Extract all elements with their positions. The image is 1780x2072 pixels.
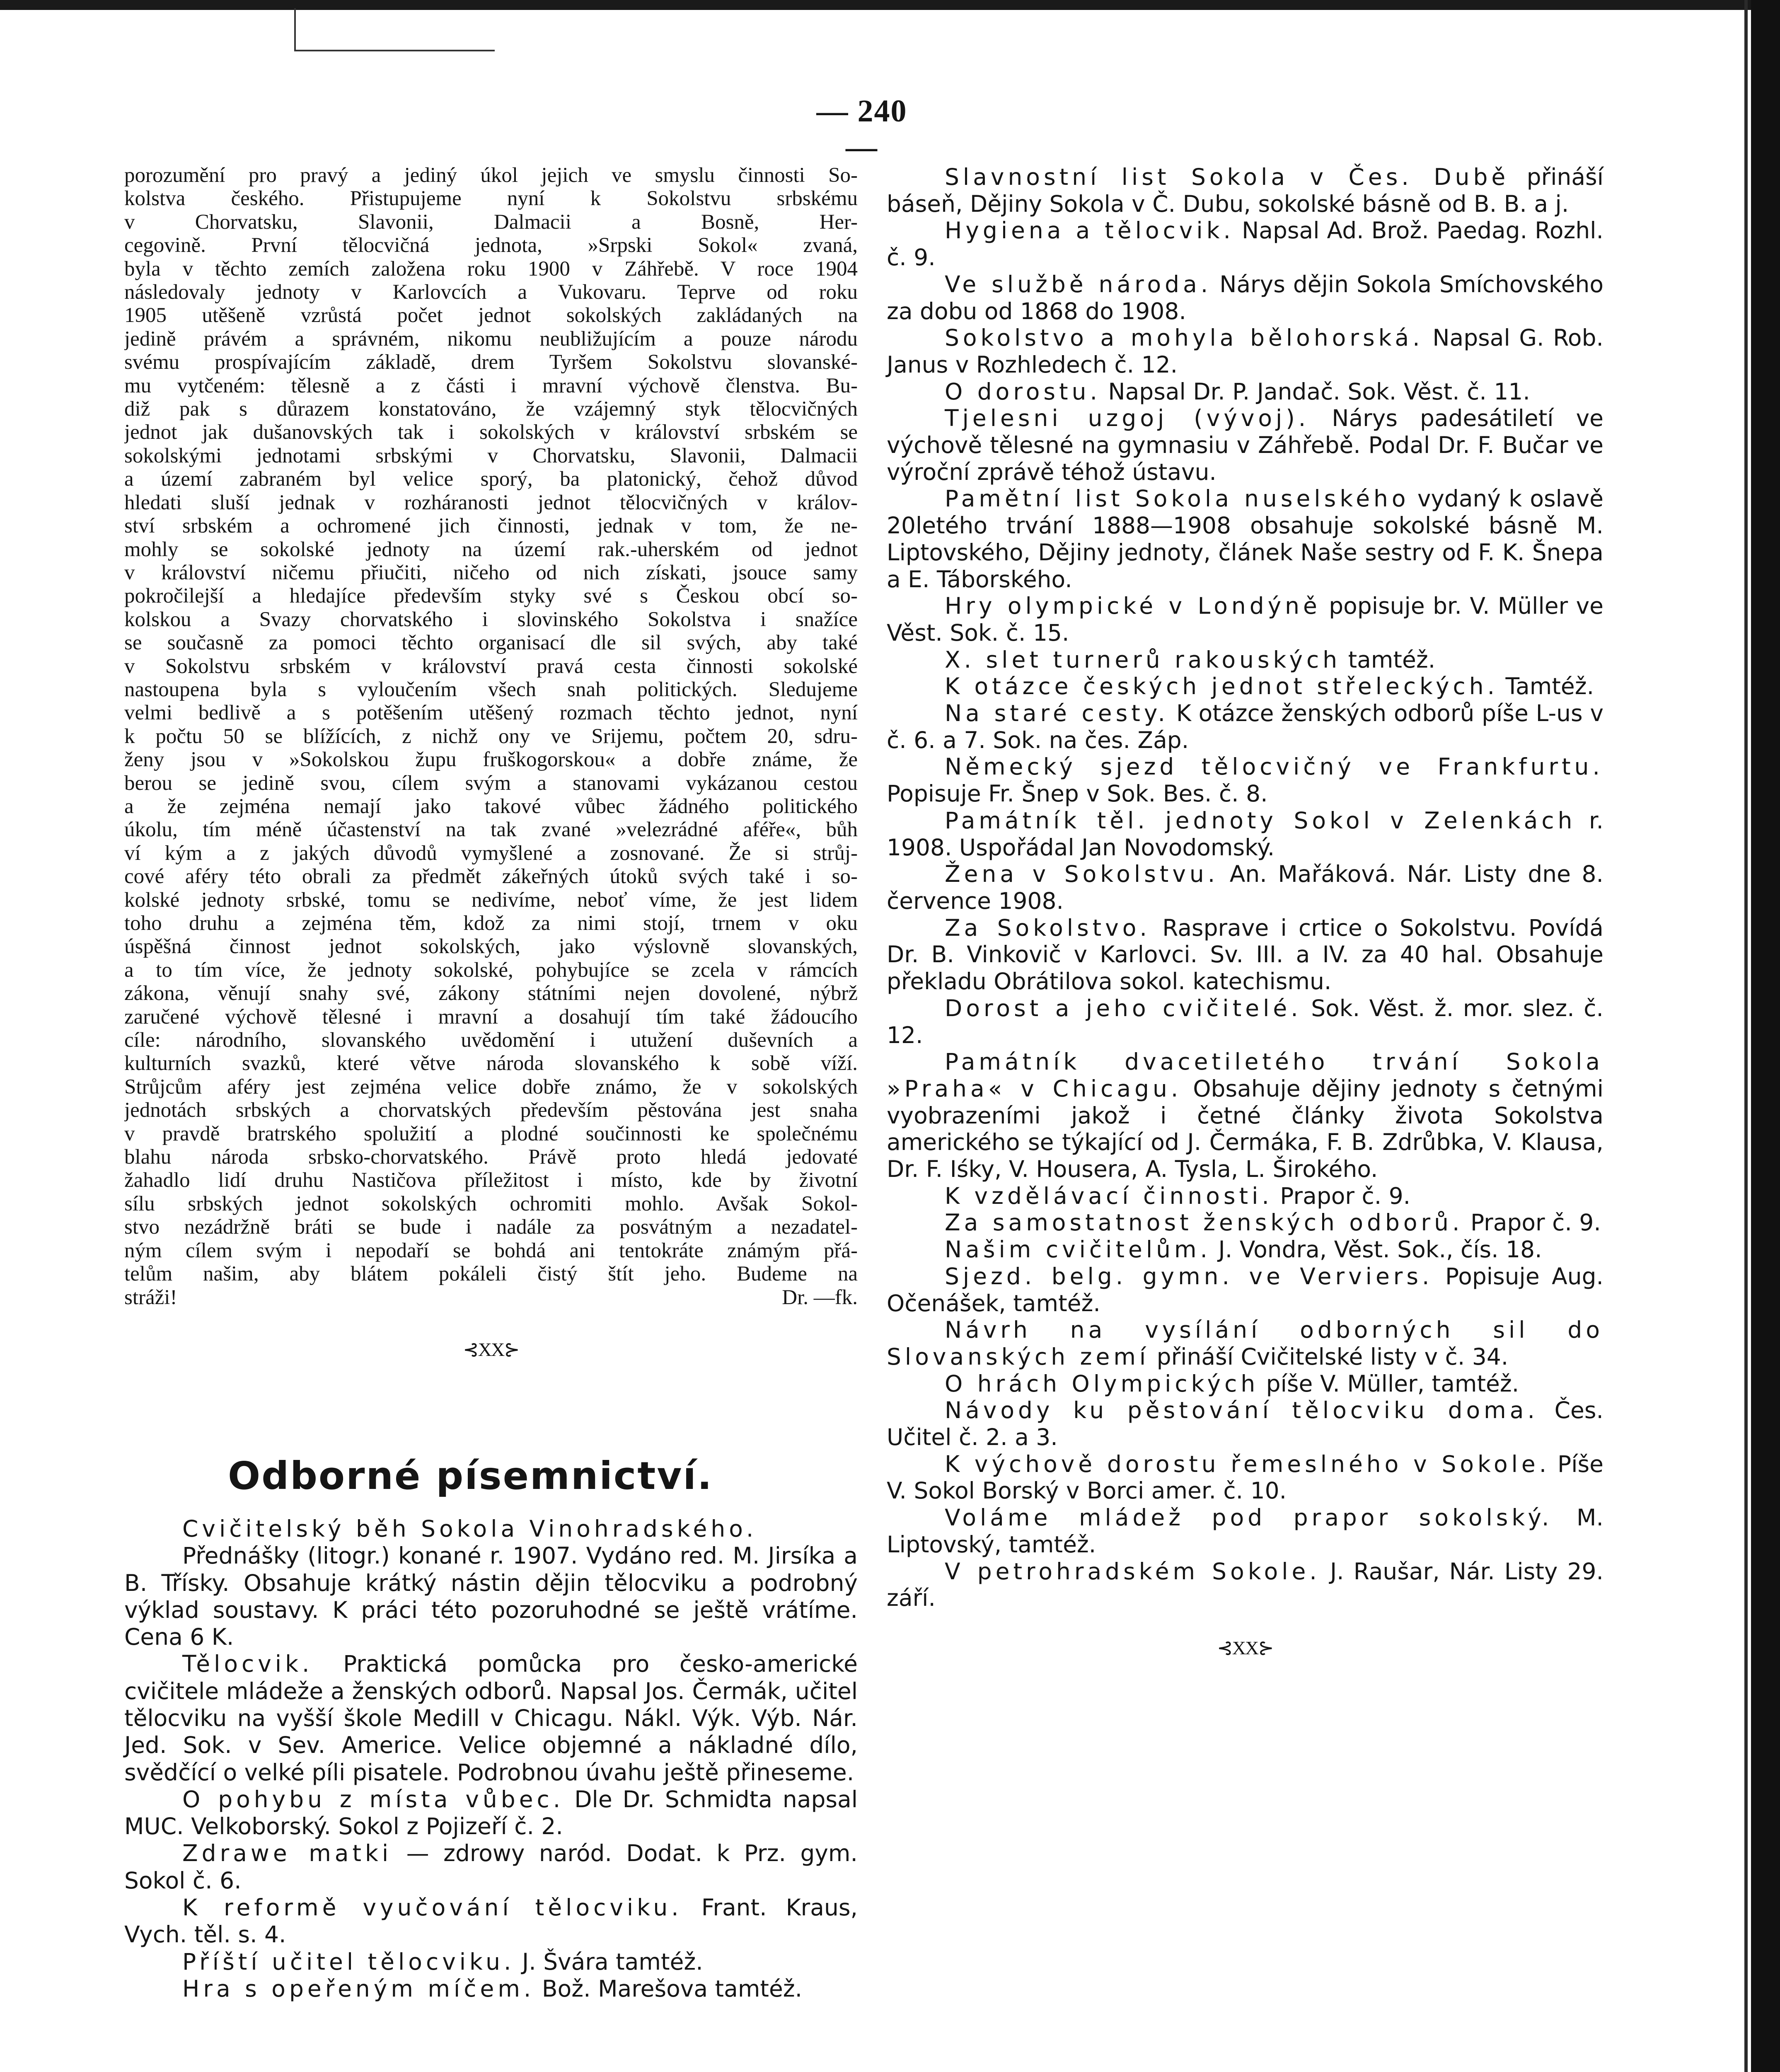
literature-entry	[124, 1975, 858, 2002]
entry-title: Voláme mládež pod prapor sokolský.	[945, 1504, 1553, 1531]
body-line: a území zabraném byl velice sporý, ba platonický, čehož důvod	[124, 467, 858, 491]
right-column	[887, 164, 1603, 1659]
literature-entry	[887, 1397, 1603, 1450]
page-number: — 240 —	[816, 94, 907, 165]
body-line: jednot jak dušanovských tak i sokolských v království srbském se	[124, 421, 858, 444]
entry-title: Příští učitel tělocviku.	[182, 1948, 515, 1975]
entry-text: Obsahuje dějiny jednoty s četnými vyobrazeními jakož i četné články života Sokolstva amerického se týkající od J. Čermáka, F. B. Zdrůbka, V. Klausa, Dr. F. Iśky, V. Housera, A. Tysla, L. Širokého.	[887, 1075, 1603, 1183]
literature-entry	[887, 753, 1603, 807]
body-line: cíle: národního, slovanského uvědomění i utužení duševních a	[124, 1029, 858, 1052]
entry-text: An. Mařáková. Nár. Listy dne 8. července 1908.	[887, 861, 1603, 914]
entry-text: Prapor č. 9.	[1463, 1209, 1601, 1236]
body-line: úkolu, tím méně účastenství na tak zvané »velezrádné aféře«, bůh	[124, 818, 858, 842]
author-signature: Dr. —fk.	[782, 1285, 858, 1309]
body-line: blahu národa srbsko-chorvatského. Právě proto hledá jedovaté	[124, 1145, 858, 1169]
body-line: diž pak s důrazem konstatováno, že vzájemný styk tělocvičných	[124, 397, 858, 421]
entry-text: Rasprave i crtice o Sokolstvu. Povídá Dr. B. Vinkovič v Karlovci. Sv. III. a IV. za 40 hal. Obsahuje překladu Obrátilova sokol. katechismu.	[887, 914, 1603, 995]
entry-text: Tamtéž.	[1498, 673, 1594, 700]
entry-title: Návrh na vysílání odborných sil do Slovanských zemí	[887, 1317, 1603, 1370]
entry-title: Sjezd. belg. gymn. ve Verviers.	[945, 1263, 1433, 1290]
entry-text: Sok. Věst. ž. mor. slez. č. 12.	[887, 995, 1603, 1048]
article-body	[124, 164, 858, 1286]
entry-title: Sokolstvo a mohyla bělohorská.	[945, 324, 1424, 351]
entry-title: Tjelesni uzgoj (vývoj).	[945, 405, 1310, 432]
literature-entry	[887, 861, 1603, 914]
entry-title: Památník těl. jednoty Sokol v Zelenkách	[945, 807, 1576, 834]
article-closing-line	[124, 1286, 858, 1309]
literature-entry	[124, 1840, 858, 1894]
literature-entry	[124, 1651, 858, 1786]
entry-title: Památník dvacetiletého trvání Sokola »Praha« v Chicagu.	[887, 1048, 1603, 1102]
entry-title: K reformě vyučování tělocviku.	[182, 1894, 682, 1921]
entry-title: K vzdělávací činnosti.	[945, 1182, 1273, 1209]
literature-entry	[124, 1515, 858, 1542]
entry-title: V petrohradském Sokole.	[945, 1558, 1320, 1585]
body-line: v Sokolstvu srbském v království pravá cesta činnosti sokolské	[124, 654, 858, 678]
body-line: cové aféry této obrali za předmět zákeřných útoků svých také i so-	[124, 865, 858, 888]
entry-title: Slavnostní list Sokola v Čes. Dubě	[945, 164, 1509, 190]
body-line: kolskou a Svazy chorvatského i slovinského Sokolstva i snažíce	[124, 608, 858, 631]
scan-right-line	[1744, 0, 1748, 2072]
literature-entry	[887, 217, 1603, 271]
entry-text: popisuje br. V. Müller ve Věst. Sok. č. 15.	[887, 593, 1603, 646]
body-line: mohly se sokolské jednoty na území rak.-uherském od jednot	[124, 537, 858, 561]
body-line: ným cílem svým i nepodaří se bohdá ani tentokráte známým přá-	[124, 1239, 858, 1262]
entry-title: Zdrawe matki	[182, 1840, 392, 1867]
entry-text: Napsal G. Rob. Janus v Rozhledech č. 12.	[887, 324, 1603, 378]
literature-entry	[887, 807, 1603, 861]
entry-text: Přednášky (litogr.) konané r. 1907. Vydáno red. M. Jirsíka a B. Třísky. Obsahuje krátký nástin dějin tělocviku a podrobný výklad soustavy. K práci této pozoruhodné se ještě vrátíme. Cena 6 K.	[124, 1542, 858, 1651]
entry-title: O dorostu.	[945, 378, 1101, 405]
body-line: jedině právém a správném, nikomu neubližujícím a pouze národu	[124, 327, 858, 351]
literature-entry	[887, 1370, 1603, 1397]
entry-text: — zdrowy naród. Dodat. k Prz. gym. Sokol č. 6.	[124, 1840, 858, 1894]
body-line: stvo nezádržně bráti se bude i nadále za posvátným a nezadatel-	[124, 1215, 858, 1239]
literature-entry	[887, 1504, 1603, 1558]
entry-title: Německý sjezd tělocvičný ve Frankfurtu.	[945, 753, 1603, 780]
literature-entry	[124, 1949, 858, 1975]
literature-list-right	[887, 164, 1603, 1612]
entry-text: Praktická pomůcka pro česko-americké cvičitele mládeže a ženských odborů. Napsal Jos. Čermák, učitel tělocviku na vyšší škole Medill v Chicagu. Nákl. Výk. Výb. Nár. Jed. Sok. v Sev. Americe. Velice objemné a nákladné dílo, svědčící o velké píli pisatele. Podrobnou úvahu ještě přineseme.	[124, 1651, 858, 1786]
literature-entry	[887, 995, 1603, 1048]
entry-title: Návody ku pěstování tělocviku doma.	[945, 1397, 1538, 1424]
body-line: toho druhu a zejména těm, kdož za nimi stojí, trnem v oku	[124, 912, 858, 935]
scan-corner-mark	[294, 8, 495, 51]
entry-text: K otázce ženských odborů píše L-us v č. 6. a 7. Sok. na čes. Záp.	[887, 700, 1603, 753]
body-line: byla v těchto zemích založena roku 1900 v Záhřebě. V roce 1904	[124, 257, 858, 281]
literature-entry	[887, 1451, 1603, 1504]
entry-text: r. 1908. Uspořádal Jan Novodomský.	[887, 807, 1604, 861]
entry-title: Tělocvik.	[182, 1651, 313, 1677]
entry-title: X. slet turnerů rakouských	[945, 646, 1341, 673]
body-line: následovaly jednoty v Karlovcích a Vukovaru. Teprve od roku	[124, 281, 858, 304]
body-line: a že zejména nemají jako takové vůbec žádného politického	[124, 794, 858, 818]
body-line: kulturních svazků, které větve národa slovanského k sobě víží.	[124, 1052, 858, 1075]
entry-text: přináší Cvičitelské listy v č. 34.	[1149, 1343, 1509, 1370]
literature-entry	[887, 1263, 1603, 1317]
entry-text: Čes. Učitel č. 2. a 3.	[887, 1397, 1603, 1451]
entry-text: tamtéž.	[1341, 646, 1436, 673]
entry-text: Nárys padesátiletí ve výchově tělesné na gymnasiu v Záhřebě. Podal Dr. F. Bučar ve výroční zprávě téhož ústavu.	[887, 405, 1603, 485]
literature-entry	[887, 164, 1603, 217]
scan-top-edge	[0, 0, 1780, 10]
entry-title: Pamětní list Sokola nuselského	[945, 485, 1410, 512]
entry-text: J. Vondra, Věst. Sok., čís. 18.	[1211, 1236, 1542, 1263]
body-line: žahadlo lidí druhu Nastičova příležitost i místo, kde by životní	[124, 1169, 858, 1192]
body-line: cegovině. První tělocvičná jednota, »Srpski Sokol« zvaná,	[124, 234, 858, 257]
literature-entry	[887, 1317, 1603, 1370]
body-line: a to tím více, že jednoty sokolské, pohybujíce se zcela v rámcích	[124, 958, 858, 982]
entry-text: Prapor č. 9.	[1272, 1182, 1411, 1209]
entry-text: vydaný k oslavě 20letého trvání 1888—1908 obsahuje sokolské básně M. Liptovského, Dějiny jednoty, článek Naše sestry od F. K. Šnepa a E. Táborského.	[887, 485, 1603, 593]
scan-right-edge	[1751, 0, 1780, 2072]
literature-entry	[887, 700, 1603, 753]
body-line: zákona, věnují snahy své, zákony státními nejen dovolené, nýbrž	[124, 982, 858, 1005]
entry-text: Popisuje Aug. Očenášek, tamtéž.	[887, 1263, 1603, 1317]
entry-text: J. Švára tamtéž.	[515, 1948, 703, 1975]
left-column	[124, 164, 858, 2002]
body-line: kolské jednoty srbské, tomu se nedivíme, neboť víme, že jest lidem	[124, 888, 858, 912]
literature-entry	[887, 1236, 1603, 1263]
entry-text: Napsal Dr. P. Jandač. Sok. Věst. č. 11.	[1100, 378, 1530, 405]
literature-entry	[124, 1786, 858, 1840]
literature-entry	[124, 1894, 858, 1949]
entry-title: Žena v Sokolstvu.	[945, 861, 1219, 888]
body-line: se současně za pomoci těchto organisací dle sil svých, aby také	[124, 631, 858, 655]
entry-title: Cvičitelský běh Sokola Vinohradského.	[182, 1515, 757, 1542]
entry-title: O pohybu z místa vůbec.	[182, 1786, 564, 1813]
body-line: velmi bedlivě a s potěšením utěšený rozmach těchto jednot, nyní	[124, 701, 858, 725]
entry-title: Za samostatnost ženských odborů.	[945, 1209, 1463, 1236]
body-line: porozumění pro pravý a jediný úkol jejich ve smyslu činnosti So-	[124, 164, 858, 187]
literature-entry	[124, 1542, 858, 1651]
entry-text: Nárys dějin Sokola Smíchovského za dobu od 1868 do 1908.	[887, 271, 1603, 324]
body-line: 1905 utěšeně vzrůstá počet jednot sokolských zakládaných na	[124, 304, 858, 327]
entry-text: J. Raušar, Nár. Listy 29. září.	[887, 1558, 1603, 1612]
body-line: jednotách srbských a chorvatských především pěstována jest snaha	[124, 1099, 858, 1122]
body-line: kolstva českého. Přistupujeme nyní k Sokolstvu srbskému	[124, 187, 858, 211]
literature-entry	[887, 1183, 1603, 1210]
literature-list-left	[124, 1515, 858, 2002]
entry-title: Hra s opeřeným míčem.	[182, 1975, 535, 2002]
body-line: Strůjcům aféry jest zejména velice dobře známo, že v sokolských	[124, 1075, 858, 1099]
body-line: v Chorvatsku, Slavonii, Dalmacii a Bosně, Her-	[124, 210, 858, 234]
body-line: k počtu 50 se blížících, z nichž ony ve Srijemu, počtem 20, sdru-	[124, 724, 858, 748]
entry-text: Píše V. Sokol Borský v Borci amer. č. 10.	[887, 1450, 1603, 1504]
literature-entry	[887, 673, 1603, 700]
entry-title: Za Sokolstvo.	[945, 914, 1151, 941]
literature-entry	[887, 1558, 1603, 1612]
body-line: hledati sluší jednak v rozháranosti jednot tělocvičných v králov-	[124, 491, 858, 514]
body-line: sokolskými jednotami srbskými v Chorvatsku, Slavonii, Dalmacii	[124, 444, 858, 467]
entry-title: Ve službě národa.	[945, 271, 1212, 298]
entry-title: Hygiena a tělocvik.	[945, 217, 1235, 244]
literature-entry	[887, 485, 1603, 593]
entry-text: přináší báseň, Dějiny Sokola v Č. Dubu, sokolské básně od B. B. a j.	[887, 164, 1603, 217]
entry-text: M. Liptovský, tamtéž.	[887, 1504, 1603, 1558]
literature-entry	[887, 405, 1603, 485]
ornament-divider: ⊰XX⊱	[463, 1339, 519, 1360]
body-line: ví kým a z jakých důvodů vymyšlené a zosnované. Že si strůj-	[124, 841, 858, 865]
entry-title: Na staré cesty.	[945, 700, 1169, 727]
entry-title: O hrách Olympických	[945, 1370, 1259, 1397]
section-heading: Odborné písemnictví.	[228, 1453, 713, 1498]
body-line: úspěšná činnost jednot sokolských, jako výslovně slovanských,	[124, 935, 858, 959]
body-line: ženy jsou v »Sokolskou župu fruškogorskou« a dobře známe, že	[124, 748, 858, 772]
literature-entry	[887, 271, 1603, 324]
ornament-divider: ⊰XX⊱	[1217, 1637, 1273, 1658]
entry-title: Našim cvičitelům.	[945, 1236, 1212, 1263]
entry-title: K otázce českých jednot střeleckých.	[945, 673, 1499, 700]
body-line: pokročilejší a hledajíce především styky své s Českou obcí so-	[124, 584, 858, 608]
literature-entry	[887, 646, 1603, 673]
entry-text: Dle Dr. Schmidta napsal MUC. Velkoborský. Sokol z Pojizeří č. 2.	[124, 1786, 858, 1840]
body-line: v pravdě bratrského spolužití a plodné součinnosti ke společnému	[124, 1122, 858, 1145]
body-line: mu vytčeném: tělesně a z části i mravní výchově členstva. Bu-	[124, 374, 858, 397]
entry-text: Popisuje Fr. Šnep v Sok. Bes. č. 8.	[887, 780, 1268, 807]
literature-entry	[887, 378, 1603, 405]
body-line: telům našim, aby blátem pokáleli čistý štít jeho. Budeme na	[124, 1262, 858, 1286]
entry-title: Hry olympické v Londýně	[945, 593, 1321, 620]
entry-title: Dorost a jeho cvičitelé.	[945, 995, 1302, 1021]
body-line: berou se jedině svou, cílem svým a stanovami vykázanou cestou	[124, 771, 858, 795]
entry-text: Napsal Ad. Brož. Paedag. Rozhl. č. 9.	[887, 217, 1604, 271]
body-line: sílu srbských jednot sokolských ochromiti mohlo. Avšak Sokol-	[124, 1192, 858, 1215]
body-line: nastoupena byla s vyloučením všech snah politických. Sledujeme	[124, 678, 858, 701]
literature-entry	[887, 593, 1603, 646]
body-line: ství srbském a ochromené jich činnosti, jednak v tom, že ne-	[124, 514, 858, 538]
literature-entry	[887, 1209, 1603, 1236]
body-line: v království ničemu přiučiti, ničeho od nich získati, jsouce samy	[124, 561, 858, 584]
entry-title: K výchově dorostu řemeslného v Sokole.	[945, 1450, 1550, 1477]
body-line: zaručené výchově tělesné i mravní a dosahují tím také žádoucího	[124, 1005, 858, 1029]
literature-entry	[887, 915, 1603, 995]
entry-text: píše V. Müller, tamtéž.	[1259, 1370, 1519, 1397]
body-line: svému prospívajícím základě, drem Tyršem Sokolstvu slovanské-	[124, 351, 858, 374]
literature-entry	[887, 1048, 1603, 1183]
literature-entry	[887, 324, 1603, 378]
entry-text: Bož. Marešova tamtéž.	[534, 1975, 803, 2002]
closing-word: stráži!	[124, 1285, 177, 1309]
entry-text: Frant. Kraus, Vych. těl. s. 4.	[124, 1894, 858, 1948]
